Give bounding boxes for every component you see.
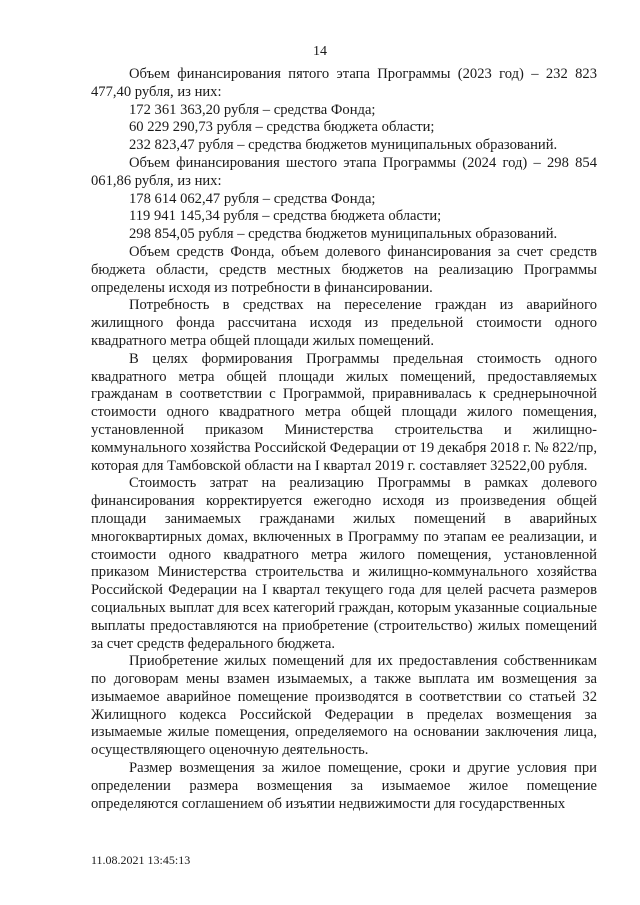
paragraph: Приобретение жилых помещений для их предоставления собственникам по договорам мены взамен изымаемых, а также выплата им возмещения за изымаемое аварийное помещение производятся в соответствии со статьей 32 Жилищного кодекса Российской Федерации в пределах возмещения за изымаемые жилые помещения, определяемого на основании заключения лица, осуществляющего оценочную деятельность. (91, 653, 597, 759)
footer-timestamp: 11.08.2021 13:45:13 (91, 853, 191, 867)
paragraph: Стоимость затрат на реализацию Программы в рамках долевого финансирования корректируется ежегодно исходя из произведения общей площади занимаемых гражданами жилых помещений в аварийных многоквартирных домах, включенных в Программу по этапам ее реализации, и стоимости одного квадратного метра жилого помещения, установленной приказом Министерства строительства и жилищно-коммунального хозяйства Российской Федерации на I квартал текущего года для целей расчета размеров социальных выплат для всех категорий граждан, которым указанные социальные выплаты предоставляются на приобретение (строительство) жилых помещений за счет средств федерального бюджета. (91, 475, 597, 652)
list-item: 232 823,47 рубля – средства бюджетов муниципальных образований. (129, 137, 558, 154)
list-item: 178 614 062,47 рубля – средства Фонда; (129, 190, 376, 207)
paragraph: Размер возмещения за жилое помещение, сроки и другие условия при определении размера возмещения за изымаемое жилое помещение определяются соглашением об изъятии недвижимости для государственных (91, 760, 597, 812)
page-number: 14 (313, 44, 327, 59)
paragraph: Объем финансирования шестого этапа Программы (2024 год) – 298 854 061,86 рубля, из них: (91, 154, 597, 189)
document-body (91, 66, 597, 813)
list-item: 172 361 363,20 рубля – средства Фонда; (129, 101, 376, 118)
paragraph: Объем финансирования пятого этапа Программы (2023 год) – 232 823 477,40 рубля, из них: (91, 66, 597, 100)
paragraph: В целях формирования Программы предельная стоимость одного квадратного метра общей площади жилых помещений, предоставляемых гражданам в соответствии с Программой, приравнивалась к среднерыночной стоимости одного квадратного метра общей площади жилого помещения, установленной приказом Министерства строительства и жилищно-коммунального хозяйства Российской Федерации от 19 декабря 2018 г. № 822/пр, которая для Тамбовской области на I квартал 2019 г. составляет 32522,00 рубля. (91, 350, 597, 474)
list-item: 60 229 290,73 рубля – средства бюджета области; (129, 119, 435, 136)
list-item: 119 941 145,34 рубля – средства бюджета области; (129, 208, 442, 225)
list-item: 298 854,05 рубля – средства бюджетов муниципальных образований. (129, 226, 558, 243)
paragraph: Потребность в средствах на переселение граждан из аварийного жилищного фонда рассчитана исходя из предельной стоимости одного квадратного метра общей площади жилых помещений. (91, 297, 597, 349)
paragraph: Объем средств Фонда, объем долевого финансирования за счет средств бюджета области, средств местных бюджетов на реализацию Программы определены исходя из потребности в финансировании. (91, 243, 597, 296)
